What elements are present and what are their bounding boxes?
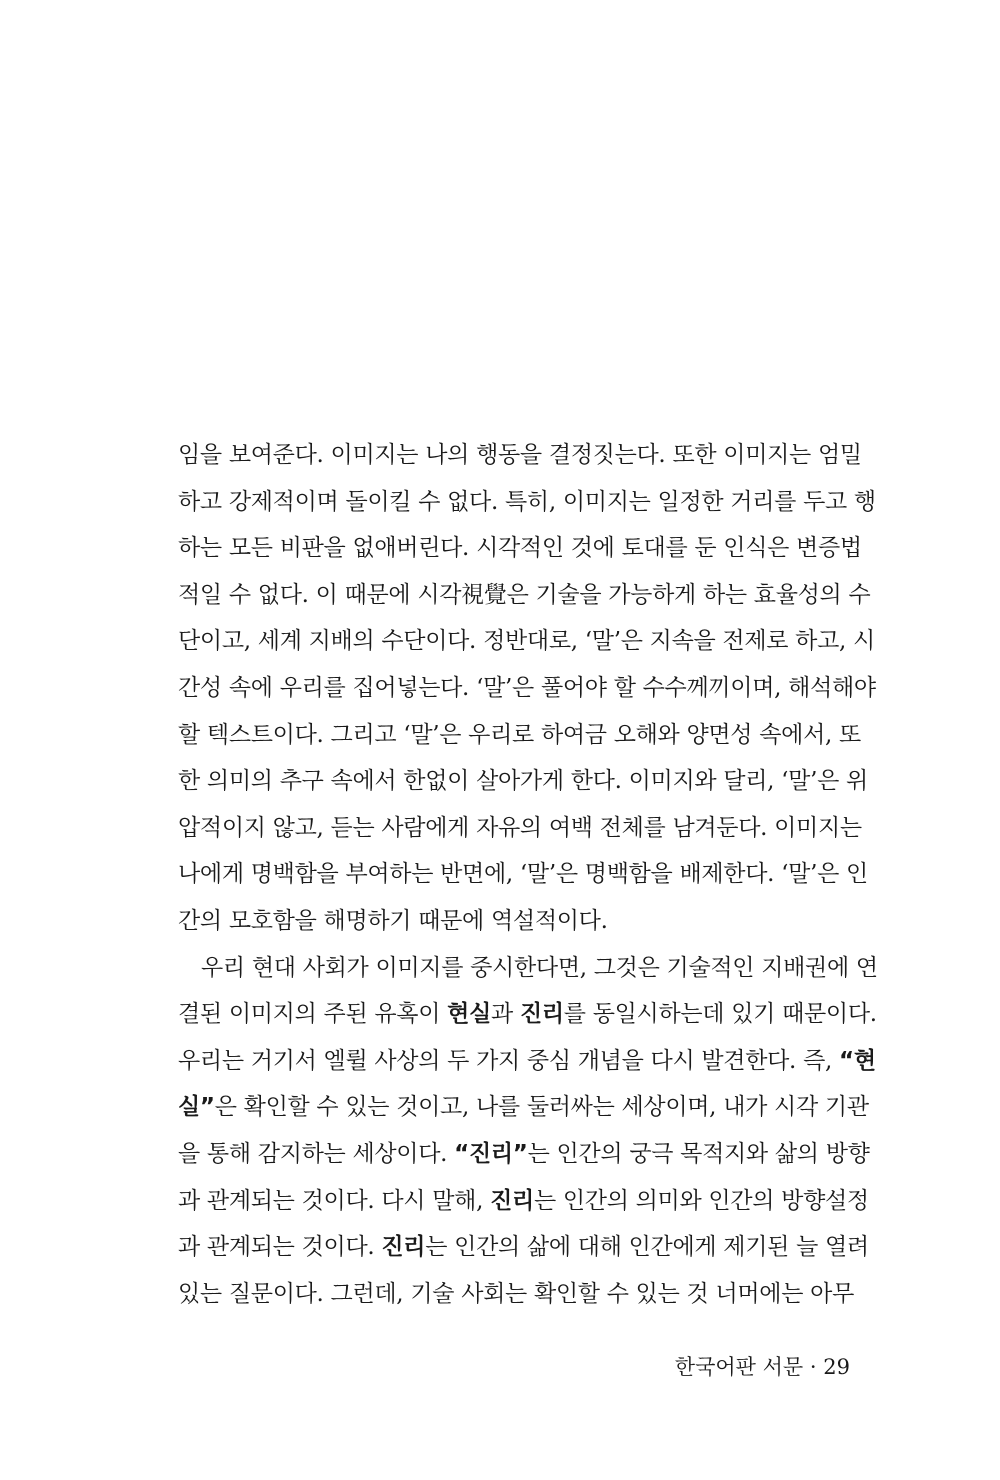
page-number: 29 xyxy=(823,1355,850,1379)
text-line: 하고 강제적이며 돌이킬 수 없다. 특히, 이미지는 일정한 거리를 두고 행 xyxy=(178,488,876,515)
text-line: 한 의미의 추구 속에서 한없이 살아가게 한다. 이미지와 달리, ‘말’은 위 xyxy=(178,768,868,795)
text-line xyxy=(178,1131,870,1178)
text-run: 는 인간의 삶에 대해 인간에게 제기된 늘 열려 xyxy=(425,1234,869,1261)
text-run: 결된 이미지의 주된 유혹이 xyxy=(178,1001,448,1028)
text-line: 단이고, 세계 지배의 수단이다. 정반대로, ‘말’은 지속을 전제로 하고, 시 xyxy=(178,628,875,655)
text-line xyxy=(178,1224,869,1271)
text-line: 나에게 명백함을 부여하는 반면에, ‘말’은 명백함을 배제한다. ‘말’은 인 xyxy=(178,861,868,888)
emphasis-reality: 현실 xyxy=(447,1001,491,1028)
paragraph-1 xyxy=(178,432,876,945)
text-line: 할 텍스트이다. 그리고 ‘말’은 우리로 하여금 오해와 양면성 속에서, 또 xyxy=(178,721,861,748)
text-run: 는 인간의 궁극 목적지와 삶의 방향 xyxy=(527,1140,870,1167)
footer-separator: · xyxy=(809,1355,817,1379)
emphasis-truth: 진리 xyxy=(490,1187,534,1214)
text-run: 를 동일시하는데 있기 때문이다. xyxy=(563,1001,877,1028)
emphasis-reality-start: “현 xyxy=(839,1047,876,1074)
text-line: 있는 질문이다. 그런데, 기술 사회는 확인할 수 있는 것 너머에는 아무 xyxy=(178,1280,854,1307)
text-line xyxy=(178,1178,869,1225)
running-footer-title: 한국어판 서문 xyxy=(674,1355,804,1379)
body-text xyxy=(178,432,878,1317)
text-line: 우리 현대 사회가 이미지를 중시한다면, 그것은 기술적인 지배권에 연 xyxy=(201,954,878,981)
text-line: 간의 모호함을 해명하기 때문에 역설적이다. xyxy=(178,907,608,934)
text-line xyxy=(178,1084,869,1131)
text-line: 임을 보여준다. 이미지는 나의 행동을 결정짓는다. 또한 이미지는 엄밀 xyxy=(178,442,862,468)
text-run: 은 확인할 수 있는 것이고, 나를 둘러싸는 세상이며, 내가 시각 기관 xyxy=(214,1094,869,1121)
text-run: 과 xyxy=(491,1001,520,1028)
text-line: 압적이지 않고, 듣는 사람에게 자유의 여백 전체를 남겨둔다. 이미지는 xyxy=(178,814,862,841)
text-line xyxy=(178,1038,876,1085)
text-run: 을 통해 감지하는 세상이다. xyxy=(178,1140,455,1167)
text-run: 는 인간의 의미와 인간의 방향설정 xyxy=(533,1187,869,1214)
text-run: 과 관계되는 것이다. 다시 말해, xyxy=(178,1187,491,1214)
page-footer xyxy=(675,1352,850,1382)
text-line xyxy=(178,991,877,1038)
text-line: 적일 수 없다. 이 때문에 시각視覺은 기술을 가능하게 하는 효율성의 수 xyxy=(178,581,871,608)
text-run: 우리는 거기서 엘륄 사상의 두 가지 중심 개념을 다시 발견한다. 즉, xyxy=(178,1047,840,1074)
text-line: 하는 모든 비판을 없애버린다. 시각적인 것에 토대를 둔 인식은 변증법 xyxy=(178,535,862,562)
text-line: 간성 속에 우리를 집어넣는다. ‘말’은 풀어야 할 수수께끼이며, 해석해야 xyxy=(178,674,876,701)
paragraph-2 xyxy=(178,945,878,1318)
emphasis-truth: “진리” xyxy=(454,1140,528,1167)
text-run: 과 관계되는 것이다. xyxy=(178,1234,382,1261)
emphasis-truth: 진리 xyxy=(381,1234,426,1261)
emphasis-reality-end: 실” xyxy=(178,1094,215,1121)
emphasis-truth: 진리 xyxy=(519,1001,564,1028)
